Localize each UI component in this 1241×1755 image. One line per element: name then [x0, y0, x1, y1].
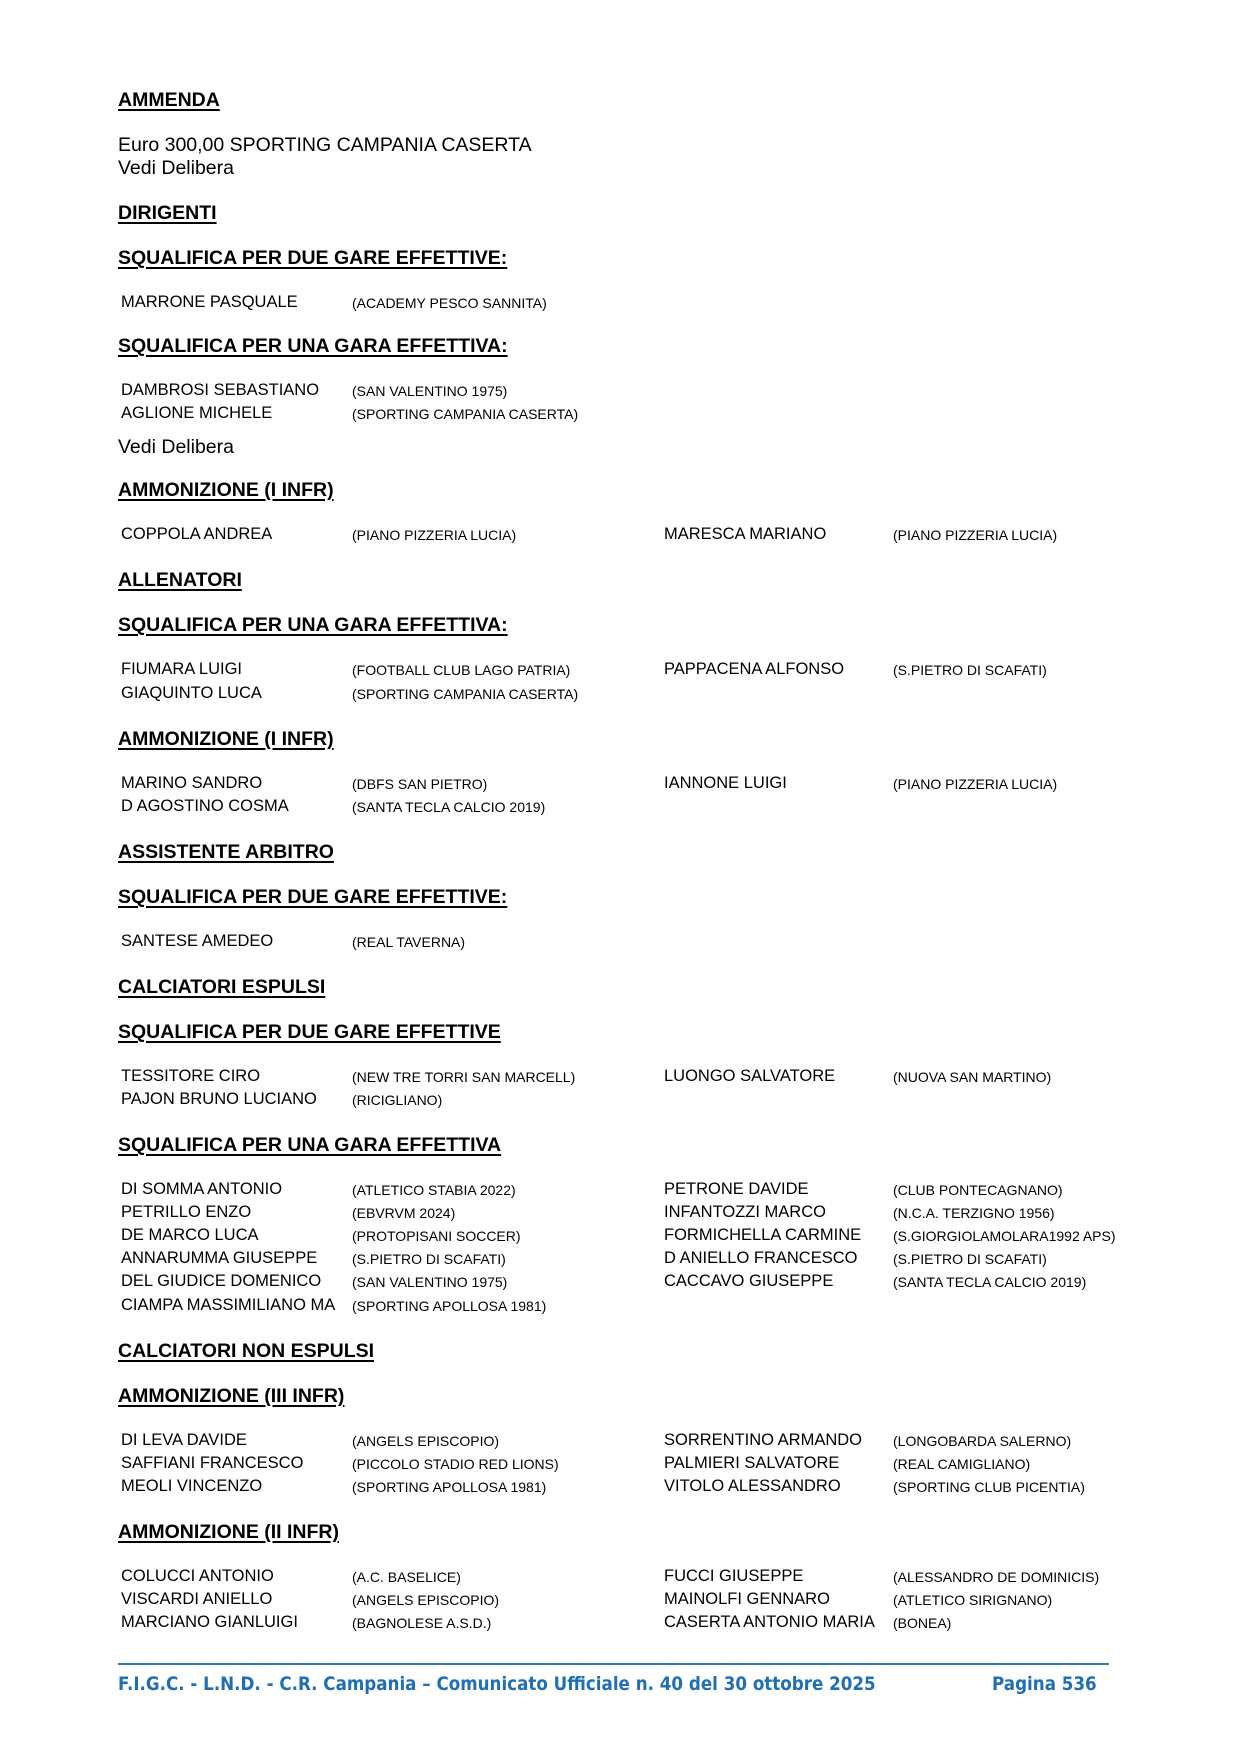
team-name: (ACADEMY PESCO SANNITA) — [352, 295, 547, 311]
person-name: FORMICHELLA CARMINE — [664, 1226, 862, 1244]
subheading-ammonizione-i: AMMONIZIONE (I INFR) — [118, 728, 334, 750]
person-name: DI SOMMA ANTONIO — [121, 1180, 283, 1198]
ammenda-note: Vedi Delibera — [118, 157, 234, 179]
person-name: PALMIERI SALVATORE — [664, 1454, 840, 1472]
team-name: (SPORTING CLUB PICENTIA) — [893, 1479, 1085, 1495]
team-name: (SANTA TECLA CALCIO 2019) — [352, 799, 546, 815]
team-name: (CLUB PONTECAGNANO) — [893, 1182, 1063, 1198]
person-name: FUCCI GIUSEPPE — [664, 1567, 804, 1585]
person-name: FIUMARA LUIGI — [121, 660, 243, 678]
subheading-squalifica-due-gare: SQUALIFICA PER DUE GARE EFFETTIVE: — [118, 886, 508, 908]
team-name: (ATLETICO STABIA 2022) — [352, 1182, 516, 1198]
person-name: MARCIANO GIANLUIGI — [121, 1613, 298, 1631]
team-name: (PIANO PIZZERIA LUCIA) — [893, 776, 1058, 792]
person-name: ANNARUMMA GIUSEPPE — [121, 1249, 318, 1267]
person-name: MAINOLFI GENNARO — [664, 1590, 830, 1608]
person-name: SORRENTINO ARMANDO — [664, 1431, 863, 1449]
team-name: (S.PIETRO DI SCAFATI) — [893, 1251, 1047, 1267]
section-heading-allenatori: ALLENATORI — [118, 569, 242, 591]
team-name: (SAN VALENTINO 1975) — [352, 383, 508, 399]
person-name: CACCAVO GIUSEPPE — [664, 1272, 834, 1290]
section-heading-dirigenti: DIRIGENTI — [118, 202, 217, 224]
team-name: (SPORTING CAMPANIA CASERTA) — [352, 686, 579, 702]
ammenda-text: Euro 300,00 SPORTING CAMPANIA CASERTA — [118, 134, 532, 156]
team-name: (S.GIORGIOLAMOLARA1992 APS) — [893, 1228, 1116, 1244]
team-name: (S.PIETRO DI SCAFATI) — [352, 1251, 506, 1267]
person-name: DI LEVA DAVIDE — [121, 1431, 247, 1449]
team-name: (RICIGLIANO) — [352, 1092, 443, 1108]
team-name: (NUOVA SAN MARTINO) — [893, 1069, 1052, 1085]
team-name: (EBVRVM 2024) — [352, 1205, 456, 1221]
person-name: PETRONE DAVIDE — [664, 1180, 809, 1198]
team-name: (N.C.A. TERZIGNO 1956) — [893, 1205, 1055, 1221]
team-name: (SPORTING APOLLOSA 1981) — [352, 1298, 547, 1314]
team-name: (A.C. BASELICE) — [352, 1569, 461, 1585]
team-name: (PICCOLO STADIO RED LIONS) — [352, 1456, 559, 1472]
delibera-note: Vedi Delibera — [118, 436, 234, 458]
team-name: (BONEA) — [893, 1615, 952, 1631]
subheading-squalifica-una-gara: SQUALIFICA PER UNA GARA EFFETTIVA: — [118, 335, 508, 357]
person-name: GIAQUINTO LUCA — [121, 684, 262, 702]
team-name: (NEW TRE TORRI SAN MARCELL) — [352, 1069, 576, 1085]
team-name: (REAL CAMIGLIANO) — [893, 1456, 1031, 1472]
subheading-ammonizione-ii: AMMONIZIONE (II INFR) — [118, 1521, 339, 1543]
section-heading-ammenda: AMMENDA — [118, 89, 220, 111]
team-name: (PIANO PIZZERIA LUCIA) — [893, 527, 1058, 543]
subheading-squalifica-una-gara: SQUALIFICA PER UNA GARA EFFETTIVA — [118, 1134, 502, 1156]
team-name: (SAN VALENTINO 1975) — [352, 1274, 508, 1290]
person-name: CASERTA ANTONIO MARIA — [664, 1613, 875, 1631]
team-name: (DBFS SAN PIETRO) — [352, 776, 488, 792]
person-name: TESSITORE CIRO — [121, 1067, 261, 1085]
person-name: INFANTOZZI MARCO — [664, 1203, 826, 1221]
team-name: (ANGELS EPISCOPIO) — [352, 1433, 500, 1449]
team-name: (FOOTBALL CLUB LAGO PATRIA) — [352, 662, 571, 678]
page-number: Pagina 536 — [992, 1673, 1097, 1695]
person-name: COLUCCI ANTONIO — [121, 1567, 274, 1585]
team-name: (SPORTING CAMPANIA CASERTA) — [352, 406, 579, 422]
person-name: VITOLO ALESSANDRO — [664, 1477, 841, 1495]
person-name: CIAMPA MASSIMILIANO MA — [121, 1296, 336, 1314]
person-name: PAJON BRUNO LUCIANO — [121, 1090, 317, 1108]
team-name: (PROTOPISANI SOCCER) — [352, 1228, 521, 1244]
person-name: DAMBROSI SEBASTIANO — [121, 381, 320, 399]
person-name: LUONGO SALVATORE — [664, 1067, 836, 1085]
subheading-ammonizione-iii: AMMONIZIONE (III INFR) — [118, 1385, 345, 1407]
subheading-ammonizione-i: AMMONIZIONE (I INFR) — [118, 479, 334, 501]
team-name: (REAL TAVERNA) — [352, 934, 466, 950]
person-name: MARESCA MARIANO — [664, 525, 827, 543]
subheading-squalifica-due-gare: SQUALIFICA PER DUE GARE EFFETTIVE: — [118, 247, 508, 269]
section-heading-calciatori-non-espulsi: CALCIATORI NON ESPULSI — [118, 1340, 375, 1362]
person-name: SAFFIANI FRANCESCO — [121, 1454, 304, 1472]
person-name: MEOLI VINCENZO — [121, 1477, 263, 1495]
person-name: VISCARDI ANIELLO — [121, 1590, 273, 1608]
person-name: SANTESE AMEDEO — [121, 932, 274, 950]
team-name: (ALESSANDRO DE DOMINICIS) — [893, 1569, 1100, 1585]
footer-text: F.I.G.C. - L.N.D. - C.R. Campania – Comunicato Ufficiale n. 40 del 30 ottobre 2025 — [118, 1673, 876, 1695]
person-name: MARINO SANDRO — [121, 774, 263, 792]
team-name: (S.PIETRO DI SCAFATI) — [893, 662, 1047, 678]
person-name: COPPOLA ANDREA — [121, 525, 273, 543]
person-name: DEL GIUDICE DOMENICO — [121, 1272, 322, 1290]
team-name: (PIANO PIZZERIA LUCIA) — [352, 527, 517, 543]
person-name: AGLIONE MICHELE — [121, 404, 273, 422]
team-name: (ANGELS EPISCOPIO) — [352, 1592, 500, 1608]
team-name: (SANTA TECLA CALCIO 2019) — [893, 1274, 1087, 1290]
person-name: D ANIELLO FRANCESCO — [664, 1249, 858, 1267]
person-name: D AGOSTINO COSMA — [121, 797, 289, 815]
team-name: (ATLETICO SIRIGNANO) — [893, 1592, 1053, 1608]
footer-divider — [118, 1663, 1109, 1665]
person-name: PAPPACENA ALFONSO — [664, 660, 845, 678]
person-name: MARRONE PASQUALE — [121, 293, 298, 311]
team-name: (LONGOBARDA SALERNO) — [893, 1433, 1072, 1449]
person-name: PETRILLO ENZO — [121, 1203, 252, 1221]
person-name: IANNONE LUIGI — [664, 774, 787, 792]
section-heading-assistente-arbitro: ASSISTENTE ARBITRO — [118, 841, 334, 863]
person-name: DE MARCO LUCA — [121, 1226, 259, 1244]
subheading-squalifica-una-gara: SQUALIFICA PER UNA GARA EFFETTIVA: — [118, 614, 508, 636]
team-name: (SPORTING APOLLOSA 1981) — [352, 1479, 547, 1495]
section-heading-calciatori-espulsi: CALCIATORI ESPULSI — [118, 976, 326, 998]
team-name: (BAGNOLESE A.S.D.) — [352, 1615, 492, 1631]
subheading-squalifica-due-gare: SQUALIFICA PER DUE GARE EFFETTIVE — [118, 1021, 501, 1043]
